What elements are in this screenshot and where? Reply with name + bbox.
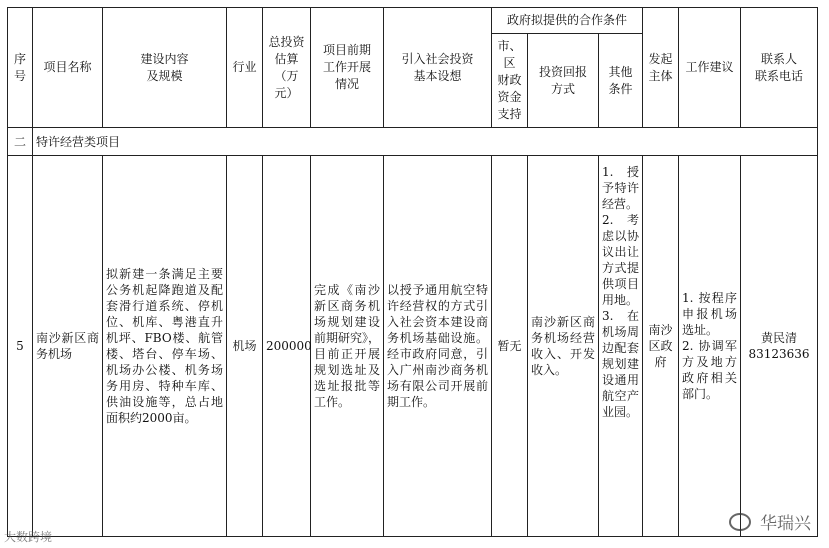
row-advice: 1. 按程序申报机场选址。 2. 协调军方及地方政府相关部门。 xyxy=(679,156,741,537)
header-advice: 工作建议 xyxy=(679,8,741,128)
header-investment: 总投资 估算 （万元） xyxy=(263,8,311,128)
watermark-right-text: 华瑞兴 xyxy=(760,514,811,534)
header-project-name: 项目名称 xyxy=(33,8,103,128)
watermark-right xyxy=(729,509,811,534)
header-return: 投资回报 方式 xyxy=(528,34,599,128)
header-gov-conditions: 政府拟提供的合作条件 xyxy=(492,8,643,34)
section-title: 特许经营类项目 xyxy=(33,128,818,156)
row-fund: 暂无 xyxy=(492,156,528,537)
row-plan: 以授予通用航空特许经营权的方式引入社会资本建设商务机场基础设施。经市政府同意，引入广州南沙商务机场有限公司开展前期工作。 xyxy=(384,156,492,537)
row-project-name: 南沙新区商务机场 xyxy=(33,156,103,537)
row-return: 南沙新区商务机场经营收入、开发收入。 xyxy=(528,156,599,537)
header-contact: 联系人 联系电话 xyxy=(741,8,818,128)
wechat-icon xyxy=(729,513,751,531)
header-other: 其他 条件 xyxy=(599,34,643,128)
watermark-left-text: 大数跨境 xyxy=(4,530,53,544)
project-table xyxy=(7,7,818,537)
row-contact: 黄民清 83123636 xyxy=(741,156,818,537)
header-no: 序号 xyxy=(8,8,33,128)
header-fund: 市、区 财政 资金 支持 xyxy=(492,34,528,128)
header-initiator: 发起 主体 xyxy=(643,8,679,128)
header-content: 建设内容 及规模 xyxy=(103,8,227,128)
header-industry: 行业 xyxy=(227,8,263,128)
row-progress: 完成《南沙新区商务机场规划建设前期研究》，目前正开展规划选址及选址报批等工作。 xyxy=(311,156,384,537)
section-no: 二 xyxy=(8,128,33,156)
row-no: 5 xyxy=(8,156,33,537)
watermark-left xyxy=(4,528,52,545)
header-plan: 引入社会投资 基本设想 xyxy=(384,8,492,128)
row-content: 拟新建一条满足主要公务机起降跑道及配套滑行道系统、停机位、机库、粤港直升机坪、FBO楼、航管楼、塔台、停车场、机场办公楼、机务场务用房、特种车库、供油设施等，总占地面积约2000亩。 xyxy=(103,156,227,537)
row-initiator: 南沙区政府 xyxy=(643,156,679,537)
row-industry: 机场 xyxy=(227,156,263,537)
row-investment: 200000 xyxy=(263,156,311,537)
row-other: 1. 授予特许经营。 2. 考虑以协议出让方式提供项目用地。 3. 在机场周边配套规划建设通用航空产业园。 xyxy=(599,156,643,537)
header-progress: 项目前期 工作开展 情况 xyxy=(311,8,384,128)
